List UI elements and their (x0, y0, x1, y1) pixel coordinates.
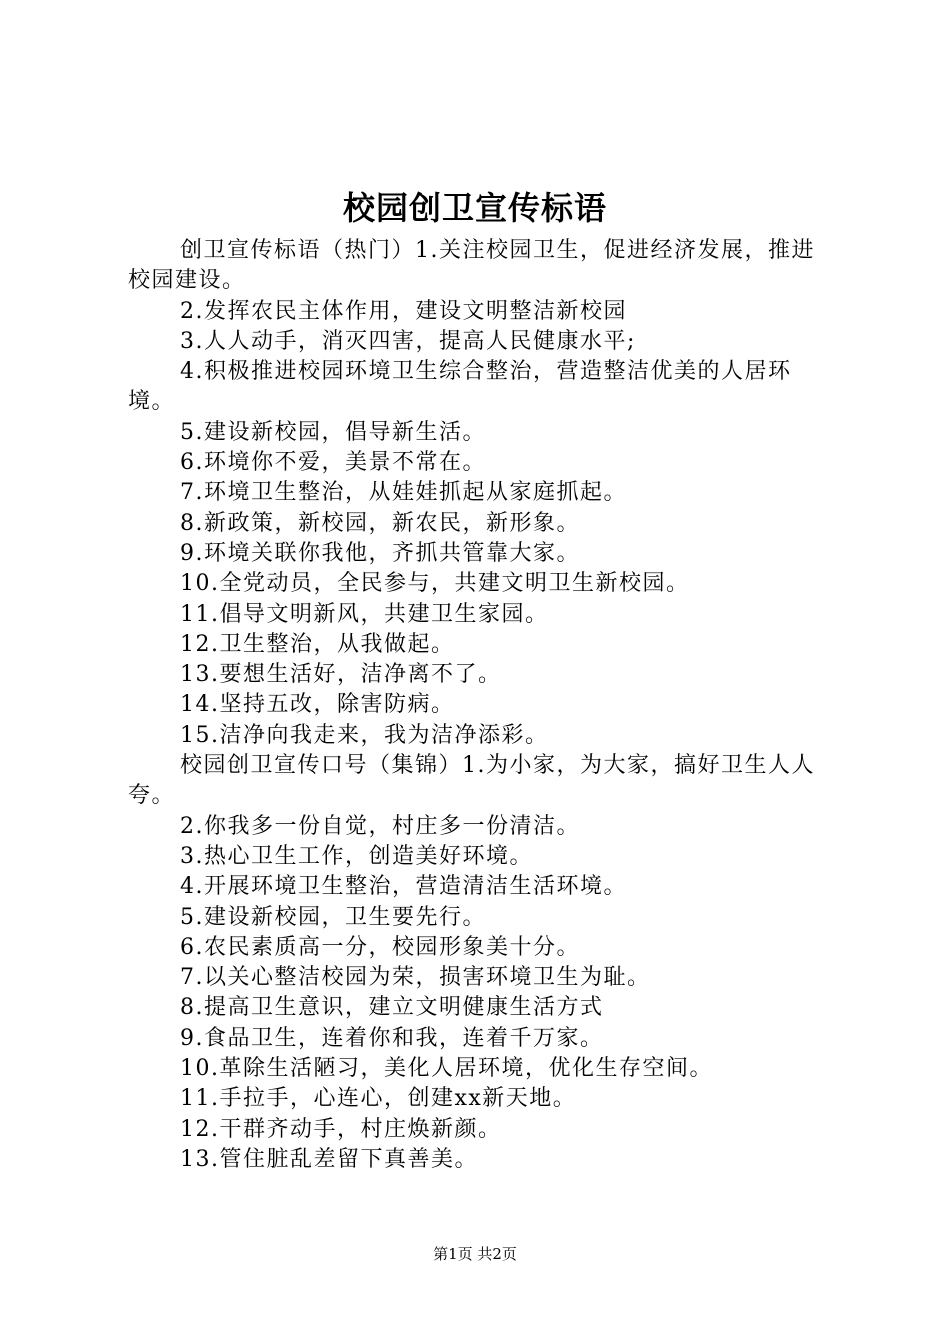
paragraph: 7.环境卫生整治，从娃娃抓起从家庭抓起。 (180, 480, 627, 506)
paragraph: 4.积极推进校园环境卫生综合整治，营造整洁优美的人居环境。 (128, 359, 792, 415)
paragraph: 5.建设新校园，倡导新生活。 (180, 419, 486, 445)
paragraph: 9.环境关联你我他，齐抓共管靠大家。 (180, 540, 580, 566)
paragraph: 9.食品卫生，连着你和我，连着千万家。 (180, 1025, 604, 1051)
paragraph: 11.手拉手，心连心，创建xx新天地。 (180, 1086, 577, 1112)
paragraph: 校园创卫宣传口号（集锦）1.为小家，为大家，搞好卫生人人夸。 (128, 753, 815, 809)
paragraph: 15.洁净向我走来，我为洁净添彩。 (180, 722, 549, 748)
paragraph: 14.坚持五改，除害防病。 (180, 692, 455, 718)
paragraph: 2.发挥农民主体作用，建设文明整洁新校园 (180, 298, 627, 324)
paragraph: 13.管住脏乱差留下真善美。 (180, 1146, 478, 1172)
paragraph: 12.干群齐动手，村庄焕新颜。 (180, 1116, 502, 1142)
paragraph: 6.农民素质高一分，校园形象美十分。 (180, 934, 580, 960)
paragraph: 7.以关心整洁校园为荣，损害环境卫生为耻。 (180, 965, 651, 991)
paragraph: 8.提高卫生意识，建立文明健康生活方式 (180, 995, 604, 1021)
paragraph: 5.建设新校园，卫生要先行。 (180, 904, 486, 930)
document-title: 校园创卫宣传标语 (342, 189, 607, 227)
paragraph: 10.革除生活陋习，美化人居环境，优化生存空间。 (180, 1056, 713, 1082)
paragraph: 13.要想生活好，洁净离不了。 (180, 662, 502, 688)
document-body (128, 236, 832, 1175)
paragraph: 11.倡导文明新风，共建卫生家园。 (180, 601, 549, 627)
paragraph: 6.环境你不爱，美景不常在。 (180, 450, 486, 476)
paragraph: 8.新政策，新校园，新农民，新形象。 (180, 510, 580, 536)
page-footer: 第1页 共2页 (433, 1245, 517, 1263)
paragraph: 创卫宣传标语（热门）1.关注校园卫生，促进经济发展，推进校园建设。 (128, 238, 815, 294)
paragraph: 12.卫生整治，从我做起。 (180, 631, 455, 657)
paragraph: 3.热心卫生工作，创造美好环境。 (180, 843, 533, 869)
paragraph: 4.开展环境卫生整治，营造清洁生活环境。 (180, 874, 627, 900)
paragraph: 2.你我多一份自觉，村庄多一份清洁。 (180, 813, 580, 839)
paragraph: 3.人人动手，消灭四害，提高人民健康水平; (180, 328, 636, 354)
paragraph: 10.全党动员，全民参与，共建文明卫生新校园。 (180, 571, 690, 597)
